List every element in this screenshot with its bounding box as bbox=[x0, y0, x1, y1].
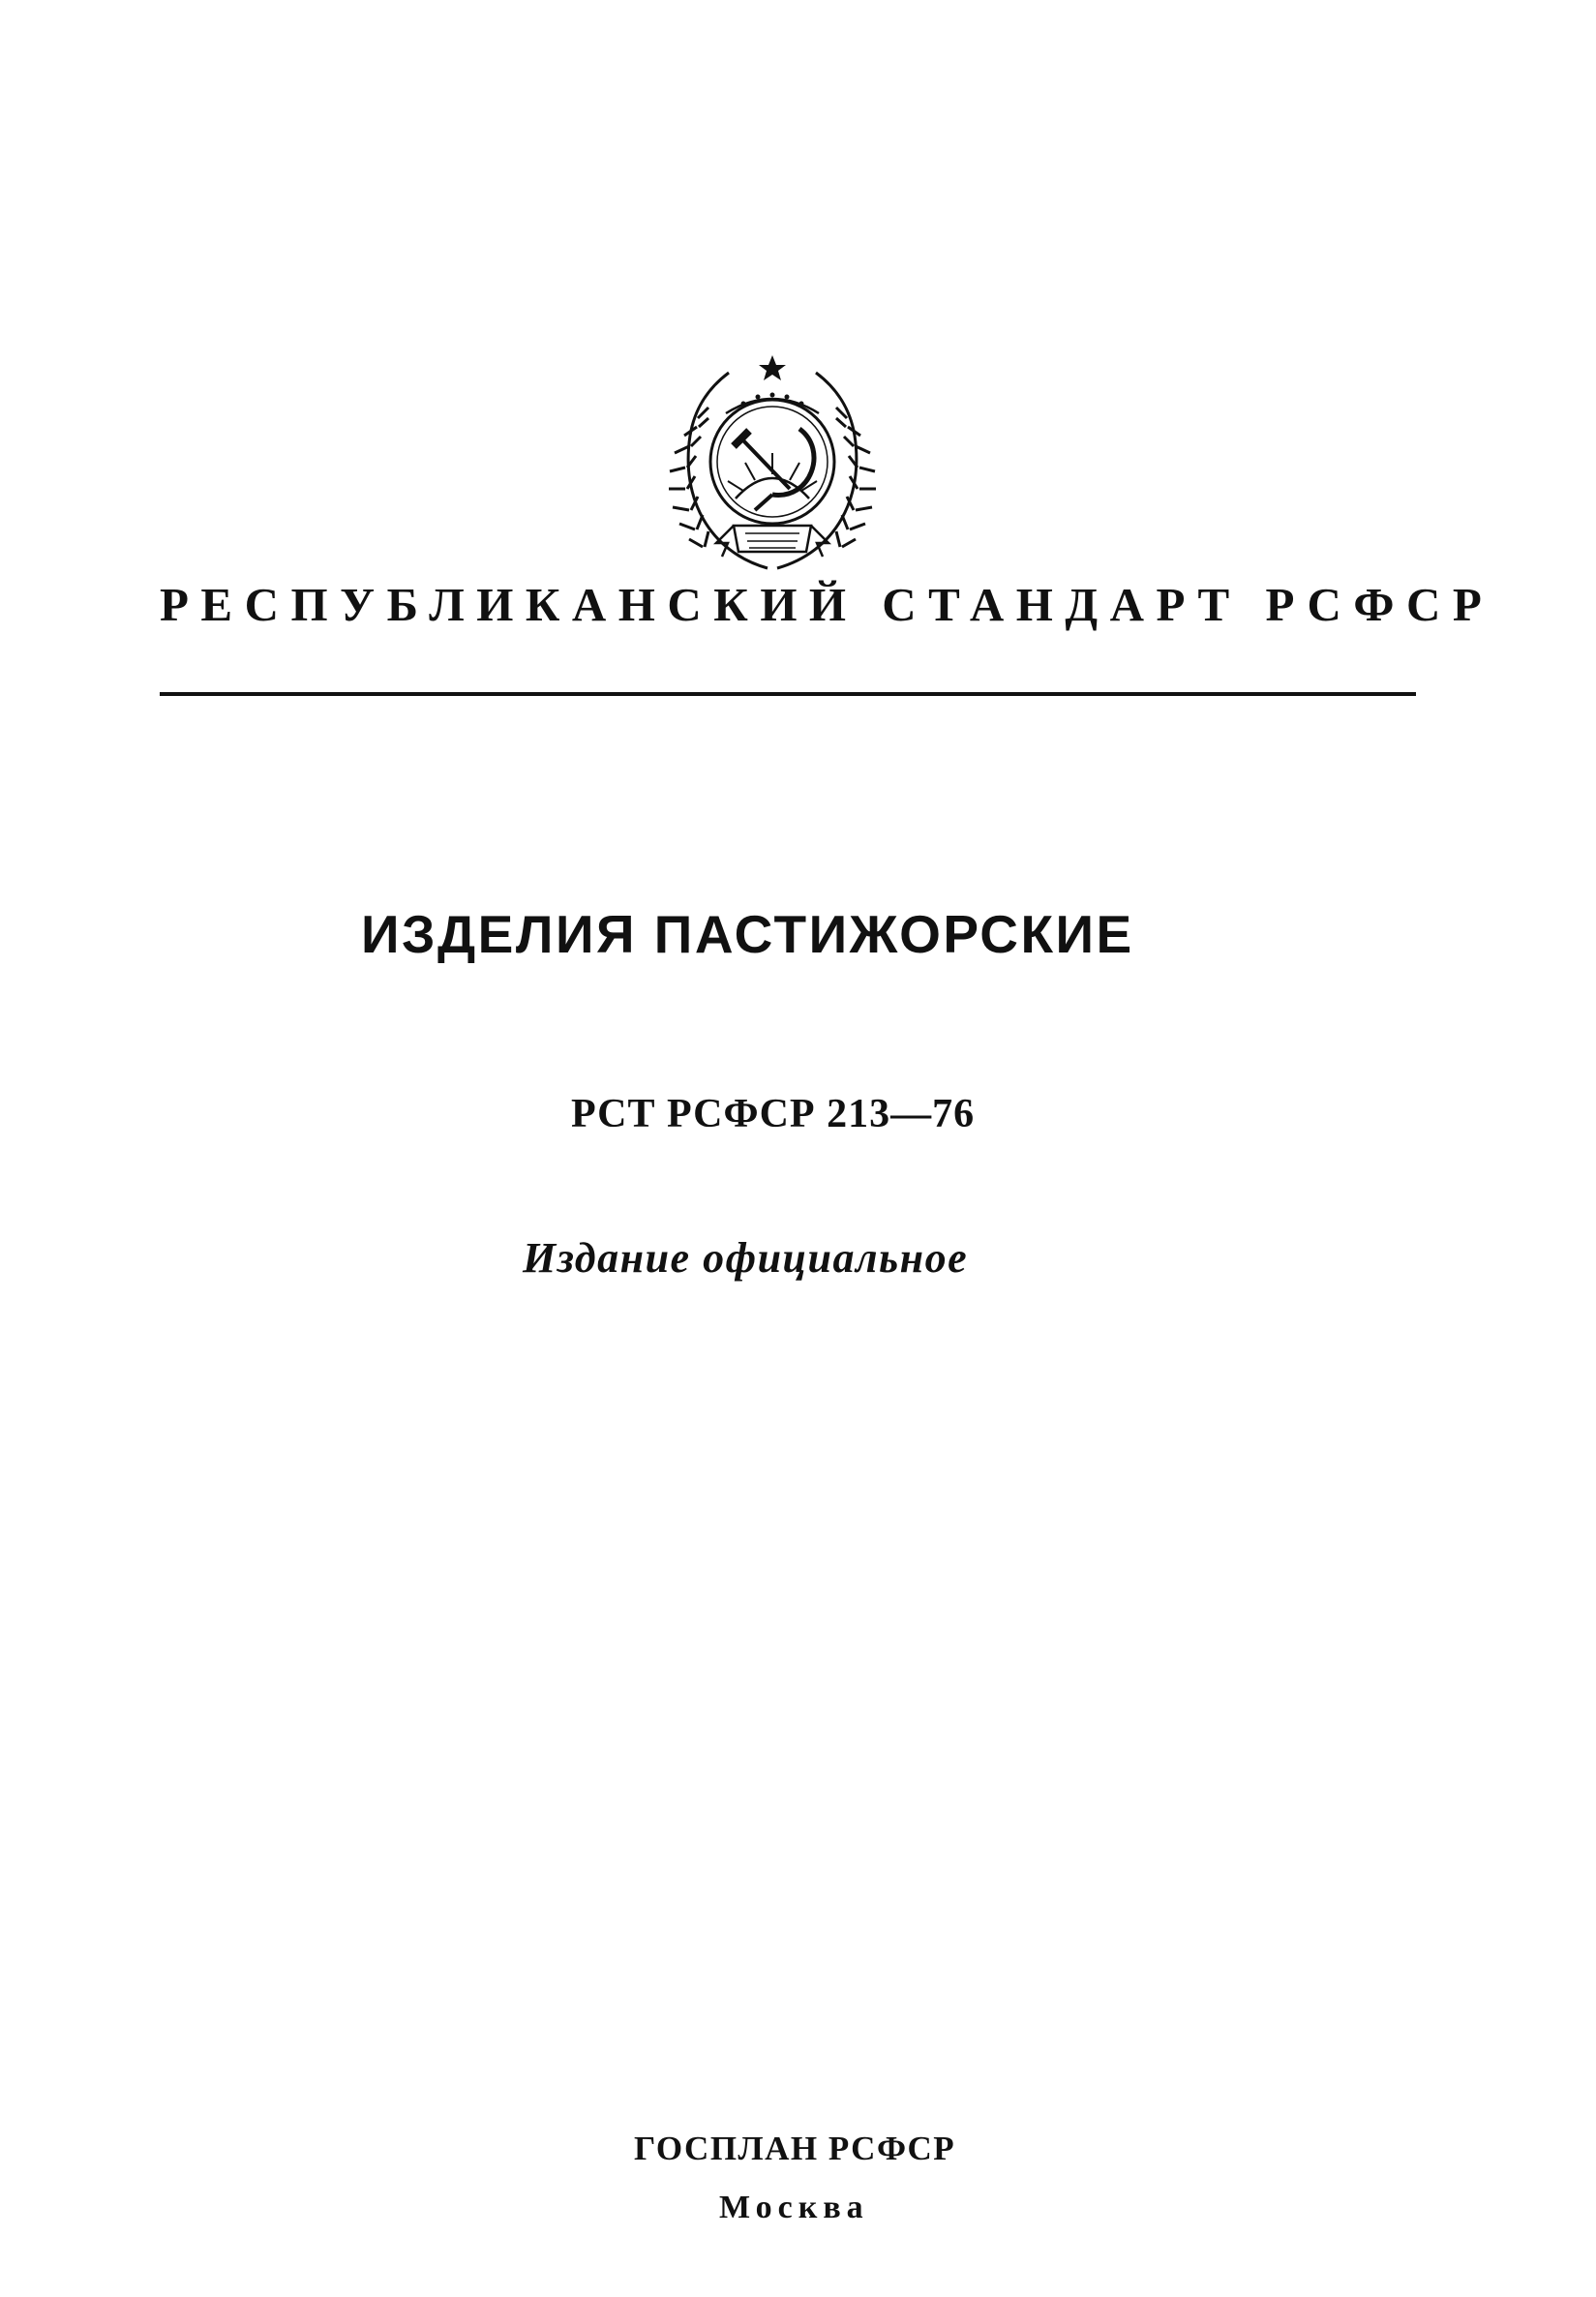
edition-label: Издание официальное bbox=[523, 1234, 969, 1282]
republic-standard-heading: РЕСПУБЛИКАНСКИЙ СТАНДАРТ РСФСР bbox=[160, 578, 1494, 631]
publication-city: Москва bbox=[719, 2190, 869, 2225]
publisher-name: ГОСПЛАН РСФСР bbox=[634, 2130, 956, 2167]
rsfsr-coat-of-arms-icon bbox=[666, 353, 879, 581]
standard-code: РСТ РСФСР 213—76 bbox=[571, 1092, 976, 1136]
document-title: ИЗДЕЛИЯ ПАСТИЖОРСКИЕ bbox=[361, 904, 1134, 964]
header-divider bbox=[160, 692, 1416, 696]
